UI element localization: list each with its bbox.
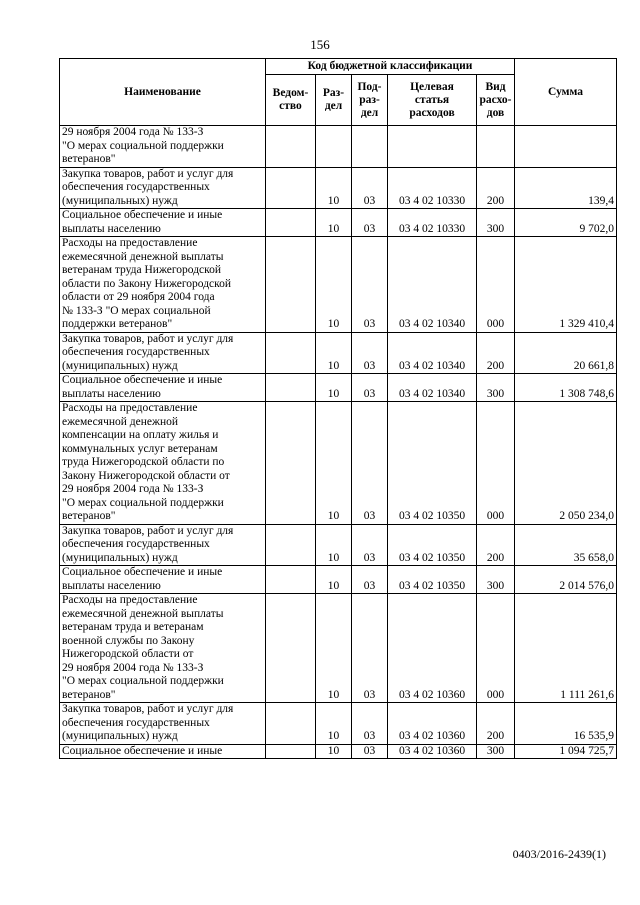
cell-type: 200 — [477, 332, 515, 374]
cell-sum: 1 111 261,6 — [515, 594, 617, 703]
cell-dept — [266, 332, 316, 374]
cell-dept — [266, 524, 316, 566]
table-row — [60, 703, 617, 745]
cell-name: Расходы на предоставление ежемесячной денежной выплаты ветеранам труда Нижегородской области по Закону Нижегородской области от 29 ноября 2004 года № 133-З "О мерах социальной поддержки ветеранов" — [60, 237, 266, 333]
cell-dept — [266, 167, 316, 209]
cell-type: 200 — [477, 524, 515, 566]
cell-sum: 139,4 — [515, 167, 617, 209]
cell-section: 10 — [316, 209, 352, 237]
table-row — [60, 566, 617, 594]
cell-type: 000 — [477, 237, 515, 333]
cell-name: Социальное обеспечение и иные — [60, 744, 266, 759]
table-row — [60, 237, 617, 333]
cell-section: 10 — [316, 703, 352, 745]
cell-name: Социальное обеспечение и иные выплаты населению — [60, 209, 266, 237]
cell-sum: 2 050 234,0 — [515, 402, 617, 525]
cell-section: 10 — [316, 524, 352, 566]
cell-dept — [266, 237, 316, 333]
cell-name: Социальное обеспечение и иные выплаты населению — [60, 374, 266, 402]
cell-subsection: 03 — [352, 524, 388, 566]
cell-type: 300 — [477, 744, 515, 759]
header-name: Наименование — [60, 59, 266, 126]
cell-dept — [266, 209, 316, 237]
table-row — [60, 744, 617, 759]
cell-type: 300 — [477, 374, 515, 402]
header-target: Целевая статья расходов — [388, 75, 477, 126]
cell-dept — [266, 744, 316, 759]
cell-sum — [515, 126, 617, 168]
cell-target: 03 4 02 10340 — [388, 374, 477, 402]
cell-target: 03 4 02 10330 — [388, 209, 477, 237]
table-row — [60, 209, 617, 237]
cell-section: 10 — [316, 167, 352, 209]
header-code-group: Код бюджетной классификации — [266, 59, 515, 75]
table-row — [60, 402, 617, 525]
header-section: Раз- дел — [316, 75, 352, 126]
cell-type: 200 — [477, 703, 515, 745]
header-subsection: Под- раз- дел — [352, 75, 388, 126]
table-body — [60, 126, 617, 759]
cell-type: 000 — [477, 402, 515, 525]
header-sum: Сумма — [515, 59, 617, 126]
table-row — [60, 332, 617, 374]
cell-section: 10 — [316, 332, 352, 374]
header-dept: Ведом- ство — [266, 75, 316, 126]
cell-target: 03 4 02 10340 — [388, 237, 477, 333]
cell-sum: 1 094 725,7 — [515, 744, 617, 759]
budget-table — [59, 58, 617, 759]
cell-sum: 16 535,9 — [515, 703, 617, 745]
cell-subsection: 03 — [352, 167, 388, 209]
cell-subsection: 03 — [352, 566, 388, 594]
cell-section — [316, 126, 352, 168]
cell-dept — [266, 566, 316, 594]
cell-target — [388, 126, 477, 168]
cell-name: Закупка товаров, работ и услуг для обеспечения государственных (муниципальных) нужд — [60, 703, 266, 745]
cell-subsection: 03 — [352, 402, 388, 525]
cell-dept — [266, 126, 316, 168]
table-row — [60, 594, 617, 703]
cell-subsection: 03 — [352, 594, 388, 703]
cell-sum: 1 308 748,6 — [515, 374, 617, 402]
cell-subsection: 03 — [352, 332, 388, 374]
cell-dept — [266, 374, 316, 402]
cell-dept — [266, 594, 316, 703]
cell-dept — [266, 703, 316, 745]
cell-subsection — [352, 126, 388, 168]
cell-section: 10 — [316, 744, 352, 759]
cell-sum: 2 014 576,0 — [515, 566, 617, 594]
header-type: Вид расхо- дов — [477, 75, 515, 126]
cell-type: 300 — [477, 209, 515, 237]
cell-name: Закупка товаров, работ и услуг для обеспечения государственных (муниципальных) нужд — [60, 167, 266, 209]
cell-target: 03 4 02 10340 — [388, 332, 477, 374]
cell-subsection: 03 — [352, 209, 388, 237]
page-number: 156 — [310, 37, 330, 52]
cell-subsection: 03 — [352, 744, 388, 759]
cell-target: 03 4 02 10330 — [388, 167, 477, 209]
cell-target: 03 4 02 10350 — [388, 524, 477, 566]
table-row — [60, 167, 617, 209]
cell-section: 10 — [316, 566, 352, 594]
table-row — [60, 374, 617, 402]
cell-sum: 9 702,0 — [515, 209, 617, 237]
cell-name: Расходы на предоставление ежемесячной денежной компенсации на оплату жилья и коммунальных услуг ветеранам труда Нижегородской области по Закону Нижегородской области от 29 ноября 2004 года № 133-З "О мерах социальной поддержки ветеранов" — [60, 402, 266, 525]
cell-section: 10 — [316, 594, 352, 703]
cell-name: Закупка товаров, работ и услуг для обеспечения государственных (муниципальных) нужд — [60, 332, 266, 374]
cell-type: 000 — [477, 594, 515, 703]
cell-type: 300 — [477, 566, 515, 594]
cell-target: 03 4 02 10360 — [388, 703, 477, 745]
cell-name: 29 ноября 2004 года № 133-З "О мерах социальной поддержки ветеранов" — [60, 126, 266, 168]
cell-target: 03 4 02 10350 — [388, 566, 477, 594]
cell-type: 200 — [477, 167, 515, 209]
table-row — [60, 126, 617, 168]
document-code: 0403/2016-2439(1) — [512, 847, 606, 861]
cell-sum: 20 661,8 — [515, 332, 617, 374]
cell-section: 10 — [316, 374, 352, 402]
cell-name: Социальное обеспечение и иные выплаты населению — [60, 566, 266, 594]
cell-subsection: 03 — [352, 374, 388, 402]
cell-section: 10 — [316, 237, 352, 333]
cell-target: 03 4 02 10350 — [388, 402, 477, 525]
cell-subsection: 03 — [352, 237, 388, 333]
cell-sum: 35 658,0 — [515, 524, 617, 566]
cell-name: Расходы на предоставление ежемесячной денежной выплаты ветеранам труда и ветеранам военной службы по Закону Нижегородской области от 29 ноября 2004 года № 133-З "О мерах социальной поддержки ветеранов" — [60, 594, 266, 703]
cell-section: 10 — [316, 402, 352, 525]
table-row — [60, 524, 617, 566]
cell-target: 03 4 02 10360 — [388, 744, 477, 759]
cell-type — [477, 126, 515, 168]
cell-name: Закупка товаров, работ и услуг для обеспечения государственных (муниципальных) нужд — [60, 524, 266, 566]
cell-dept — [266, 402, 316, 525]
cell-sum: 1 329 410,4 — [515, 237, 617, 333]
cell-target: 03 4 02 10360 — [388, 594, 477, 703]
cell-subsection: 03 — [352, 703, 388, 745]
